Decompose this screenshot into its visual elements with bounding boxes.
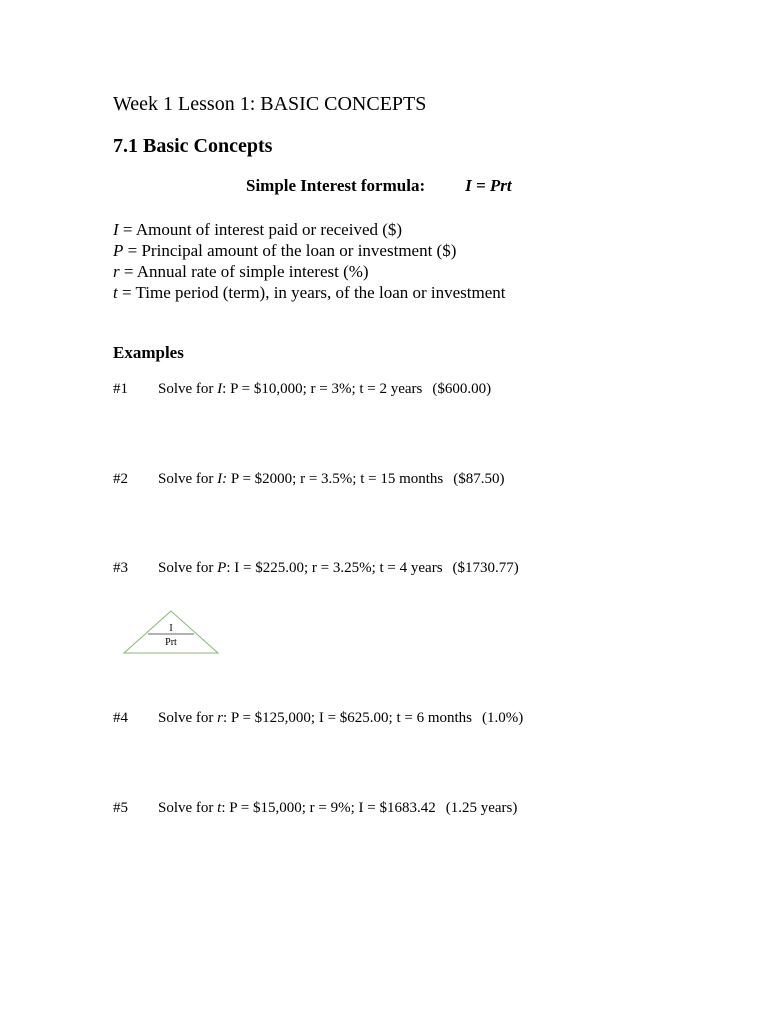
example-4: #4 Solve for r: P = $125,000; I = $625.00; t = 6 months (1.0%) (113, 710, 524, 726)
examples-heading: Examples (113, 343, 184, 362)
formula-triangle (122, 609, 220, 655)
example-answer: (1.25 years) (445, 800, 518, 816)
example-answer: ($600.00) (432, 381, 492, 397)
definition-p: P = Principal amount of the loan or investment ($) (113, 241, 457, 260)
section-heading: 7.1 Basic Concepts (113, 135, 273, 157)
formula-label: Simple Interest formula: (246, 176, 426, 195)
example-answer: (1.0%) (482, 710, 524, 726)
formula-line (246, 176, 512, 196)
page-title: Week 1 Lesson 1: BASIC CONCEPTS (113, 93, 427, 115)
formula-expression: I = Prt (465, 176, 512, 195)
triangle-top-text: I (169, 623, 173, 634)
definition-t: t = Time period (term), in years, of the loan or investment (113, 283, 506, 302)
definition-r: r = Annual rate of simple interest (%) (113, 262, 369, 281)
example-3: #3 Solve for P: I = $225.00; r = 3.25%; t = 4 years ($1730.77) (113, 560, 519, 576)
example-1: #1 Solve for I: P = $10,000; r = 3%; t = 2 years ($600.00) (113, 381, 492, 397)
definition-i: I = Amount of interest paid or received ($) (113, 220, 403, 239)
definitions (113, 219, 506, 303)
triangle-bottom-text: Prt (165, 637, 177, 648)
example-2: #2 Solve for I: P = $2000; r = 3.5%; t = 15 months ($87.50) (113, 471, 505, 487)
example-answer: ($87.50) (453, 471, 505, 487)
example-5: #5 Solve for t: P = $15,000; r = 9%; I = $1683.42 (1.25 years) (113, 800, 518, 816)
example-answer: ($1730.77) (452, 560, 519, 576)
